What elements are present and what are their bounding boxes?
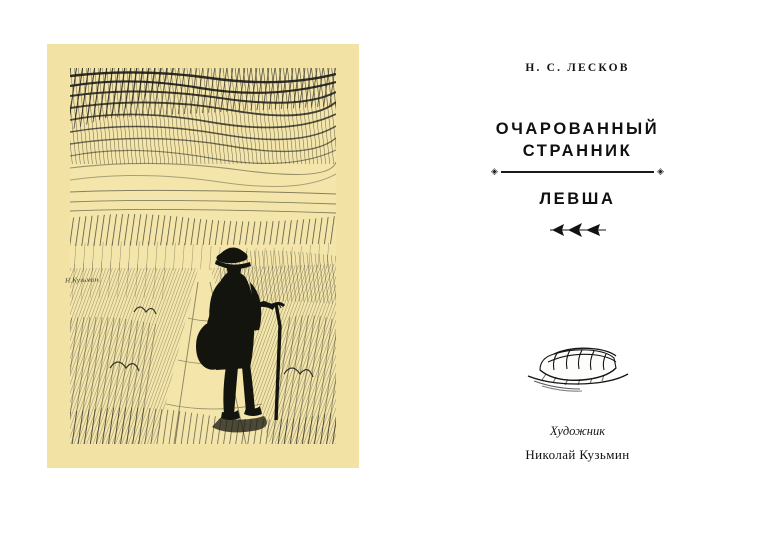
book-title-line2: СТРАННИК [522,142,633,160]
title-page [385,0,770,542]
rule-dot-left-icon: ◈ [491,166,498,176]
author-name: Н. С. ЛЕСКОВ [525,62,630,74]
rule-bar [501,171,654,173]
illustration-artwork [70,68,336,444]
artist-name: Николай Кузьмин [525,447,630,462]
second-work-title: ЛЕВША [539,190,616,208]
artist-label: Художник [549,424,606,438]
rule-dot-right-icon: ◈ [657,166,664,176]
book-title-line1: ОЧАРОВАННЫЙ [495,120,660,138]
wanderer-engraving [70,68,336,444]
open-book-vignette-icon [385,326,770,406]
triple-arrow-ornament-icon [385,222,770,242]
dotted-rule-divider [491,166,664,178]
book-title [385,118,770,162]
artist-signature: Н.Кузьмин. [64,275,101,285]
illustration-plate [47,44,359,468]
